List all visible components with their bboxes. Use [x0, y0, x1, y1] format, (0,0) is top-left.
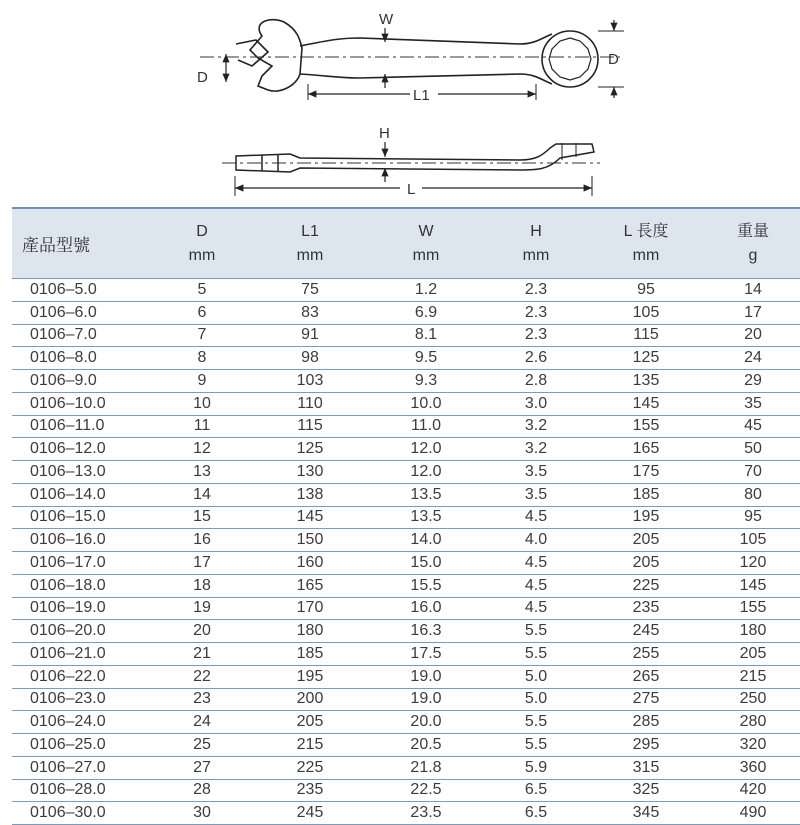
- cell-length: 275: [586, 688, 706, 711]
- cell-length: 195: [586, 506, 706, 529]
- cell-d: 20: [150, 620, 254, 643]
- cell-d: 11: [150, 415, 254, 438]
- cell-w: 13.5: [366, 483, 486, 506]
- cell-l1: 103: [254, 370, 366, 393]
- cell-l1: 83: [254, 301, 366, 324]
- cell-weight: 320: [706, 734, 800, 757]
- cell-d: 24: [150, 711, 254, 734]
- cell-w: 9.3: [366, 370, 486, 393]
- cell-h: 3.5: [486, 461, 586, 484]
- cell-d: 23: [150, 688, 254, 711]
- cell-h: 5.5: [486, 620, 586, 643]
- cell-h: 4.5: [486, 506, 586, 529]
- cell-h: 5.5: [486, 711, 586, 734]
- cell-model: 0106–5.0: [12, 279, 150, 302]
- cell-model: 0106–13.0: [12, 461, 150, 484]
- cell-d: 25: [150, 734, 254, 757]
- cell-l1: 115: [254, 415, 366, 438]
- cell-l1: 170: [254, 597, 366, 620]
- table-row: [12, 620, 800, 643]
- cell-length: 145: [586, 392, 706, 415]
- cell-w: 10.0: [366, 392, 486, 415]
- cell-w: 21.8: [366, 756, 486, 779]
- label-l: L: [407, 181, 416, 198]
- table-row: [12, 643, 800, 666]
- cell-model: 0106–27.0: [12, 756, 150, 779]
- cell-weight: 145: [706, 574, 800, 597]
- cell-w: 19.0: [366, 688, 486, 711]
- table-row: [12, 779, 800, 802]
- cell-d: 7: [150, 324, 254, 347]
- table-row: [12, 688, 800, 711]
- label-w: W: [379, 11, 394, 28]
- cell-model: 0106–16.0: [12, 529, 150, 552]
- cell-l1: 225: [254, 756, 366, 779]
- cell-h: 2.8: [486, 370, 586, 393]
- cell-model: 0106–30.0: [12, 802, 150, 825]
- table-header-row: [12, 208, 800, 279]
- cell-l1: 160: [254, 552, 366, 575]
- cell-model: 0106–12.0: [12, 438, 150, 461]
- table-row: [12, 529, 800, 552]
- cell-w: 16.3: [366, 620, 486, 643]
- cell-l1: 98: [254, 347, 366, 370]
- wrench-diagram: [0, 0, 800, 206]
- cell-w: 15.5: [366, 574, 486, 597]
- cell-model: 0106–22.0: [12, 665, 150, 688]
- header-l1: L1 mm: [254, 208, 366, 279]
- cell-length: 295: [586, 734, 706, 757]
- cell-length: 135: [586, 370, 706, 393]
- cell-l1: 185: [254, 643, 366, 666]
- cell-l1: 195: [254, 665, 366, 688]
- cell-model: 0106–17.0: [12, 552, 150, 575]
- cell-model: 0106–24.0: [12, 711, 150, 734]
- table-row: [12, 279, 800, 302]
- cell-l1: 165: [254, 574, 366, 597]
- cell-model: 0106–25.0: [12, 734, 150, 757]
- cell-weight: 24: [706, 347, 800, 370]
- cell-weight: 17: [706, 301, 800, 324]
- table-row: [12, 802, 800, 825]
- cell-l1: 215: [254, 734, 366, 757]
- table-row: [12, 574, 800, 597]
- cell-h: 2.6: [486, 347, 586, 370]
- cell-length: 105: [586, 301, 706, 324]
- cell-h: 6.5: [486, 779, 586, 802]
- cell-weight: 490: [706, 802, 800, 825]
- cell-length: 125: [586, 347, 706, 370]
- cell-weight: 20: [706, 324, 800, 347]
- cell-weight: 420: [706, 779, 800, 802]
- cell-model: 0106–7.0: [12, 324, 150, 347]
- cell-weight: 45: [706, 415, 800, 438]
- cell-model: 0106–28.0: [12, 779, 150, 802]
- cell-weight: 250: [706, 688, 800, 711]
- table-row: [12, 483, 800, 506]
- cell-h: 3.2: [486, 415, 586, 438]
- table-row: [12, 415, 800, 438]
- cell-l1: 235: [254, 779, 366, 802]
- cell-l1: 245: [254, 802, 366, 825]
- table-row: [12, 711, 800, 734]
- cell-model: 0106–18.0: [12, 574, 150, 597]
- cell-weight: 280: [706, 711, 800, 734]
- label-d-jaw: D: [197, 69, 208, 86]
- cell-length: 155: [586, 415, 706, 438]
- cell-weight: 120: [706, 552, 800, 575]
- cell-model: 0106–21.0: [12, 643, 150, 666]
- cell-d: 19: [150, 597, 254, 620]
- label-h: H: [379, 125, 390, 142]
- cell-h: 4.5: [486, 597, 586, 620]
- cell-l1: 150: [254, 529, 366, 552]
- cell-h: 3.2: [486, 438, 586, 461]
- cell-w: 12.0: [366, 461, 486, 484]
- cell-l1: 75: [254, 279, 366, 302]
- cell-h: 3.0: [486, 392, 586, 415]
- cell-w: 23.5: [366, 802, 486, 825]
- cell-model: 0106–11.0: [12, 415, 150, 438]
- header-h: H mm: [486, 208, 586, 279]
- cell-l1: 205: [254, 711, 366, 734]
- cell-d: 8: [150, 347, 254, 370]
- cell-h: 2.3: [486, 301, 586, 324]
- table-body: [12, 279, 800, 825]
- header-weight: 重量 g: [706, 208, 800, 279]
- cell-length: 165: [586, 438, 706, 461]
- table-row: [12, 347, 800, 370]
- cell-l1: 200: [254, 688, 366, 711]
- cell-weight: 80: [706, 483, 800, 506]
- cell-model: 0106–19.0: [12, 597, 150, 620]
- cell-length: 255: [586, 643, 706, 666]
- cell-w: 12.0: [366, 438, 486, 461]
- cell-d: 12: [150, 438, 254, 461]
- cell-length: 175: [586, 461, 706, 484]
- cell-model: 0106–9.0: [12, 370, 150, 393]
- wrench-top-view: [236, 20, 598, 91]
- cell-h: 5.9: [486, 756, 586, 779]
- wrench-drawing: [0, 0, 800, 206]
- cell-length: 185: [586, 483, 706, 506]
- cell-h: 3.5: [486, 483, 586, 506]
- table-row: [12, 734, 800, 757]
- cell-weight: 95: [706, 506, 800, 529]
- cell-w: 14.0: [366, 529, 486, 552]
- cell-length: 265: [586, 665, 706, 688]
- header-length: L 長度 mm: [586, 208, 706, 279]
- cell-d: 28: [150, 779, 254, 802]
- cell-length: 285: [586, 711, 706, 734]
- cell-length: 225: [586, 574, 706, 597]
- cell-d: 10: [150, 392, 254, 415]
- cell-weight: 205: [706, 643, 800, 666]
- cell-length: 325: [586, 779, 706, 802]
- table-row: [12, 324, 800, 347]
- cell-w: 8.1: [366, 324, 486, 347]
- cell-d: 30: [150, 802, 254, 825]
- cell-l1: 130: [254, 461, 366, 484]
- cell-model: 0106–20.0: [12, 620, 150, 643]
- cell-model: 0106–14.0: [12, 483, 150, 506]
- cell-weight: 14: [706, 279, 800, 302]
- cell-d: 18: [150, 574, 254, 597]
- cell-w: 13.5: [366, 506, 486, 529]
- table-row: [12, 552, 800, 575]
- cell-h: 5.0: [486, 665, 586, 688]
- table-row: [12, 461, 800, 484]
- table-row: [12, 438, 800, 461]
- cell-h: 2.3: [486, 279, 586, 302]
- cell-h: 5.5: [486, 643, 586, 666]
- cell-d: 5: [150, 279, 254, 302]
- cell-l1: 125: [254, 438, 366, 461]
- cell-l1: 180: [254, 620, 366, 643]
- header-d: D mm: [150, 208, 254, 279]
- cell-w: 20.0: [366, 711, 486, 734]
- cell-w: 15.0: [366, 552, 486, 575]
- table-row: [12, 665, 800, 688]
- cell-w: 17.5: [366, 643, 486, 666]
- cell-h: 4.5: [486, 574, 586, 597]
- cell-weight: 215: [706, 665, 800, 688]
- wrench-side-view: [236, 143, 594, 172]
- header-model: 產品型號: [12, 208, 150, 279]
- cell-d: 16: [150, 529, 254, 552]
- cell-length: 115: [586, 324, 706, 347]
- cell-length: 345: [586, 802, 706, 825]
- cell-w: 9.5: [366, 347, 486, 370]
- cell-h: 5.5: [486, 734, 586, 757]
- cell-weight: 70: [706, 461, 800, 484]
- table-row: [12, 756, 800, 779]
- cell-length: 205: [586, 552, 706, 575]
- cell-weight: 29: [706, 370, 800, 393]
- cell-w: 19.0: [366, 665, 486, 688]
- label-d-ring: D: [608, 51, 619, 68]
- label-l1: L1: [413, 87, 430, 104]
- cell-weight: 180: [706, 620, 800, 643]
- cell-length: 235: [586, 597, 706, 620]
- cell-w: 22.5: [366, 779, 486, 802]
- cell-h: 4.0: [486, 529, 586, 552]
- table-row: [12, 506, 800, 529]
- table-row: [12, 370, 800, 393]
- cell-w: 16.0: [366, 597, 486, 620]
- cell-l1: 138: [254, 483, 366, 506]
- table-row: [12, 392, 800, 415]
- cell-d: 14: [150, 483, 254, 506]
- cell-w: 6.9: [366, 301, 486, 324]
- cell-weight: 155: [706, 597, 800, 620]
- cell-model: 0106–15.0: [12, 506, 150, 529]
- cell-weight: 360: [706, 756, 800, 779]
- cell-l1: 91: [254, 324, 366, 347]
- cell-d: 6: [150, 301, 254, 324]
- cell-d: 15: [150, 506, 254, 529]
- cell-d: 22: [150, 665, 254, 688]
- spec-table: [12, 207, 800, 825]
- cell-model: 0106–6.0: [12, 301, 150, 324]
- cell-h: 4.5: [486, 552, 586, 575]
- cell-h: 2.3: [486, 324, 586, 347]
- cell-length: 205: [586, 529, 706, 552]
- cell-length: 95: [586, 279, 706, 302]
- cell-w: 11.0: [366, 415, 486, 438]
- header-w: W mm: [366, 208, 486, 279]
- cell-length: 245: [586, 620, 706, 643]
- cell-l1: 145: [254, 506, 366, 529]
- cell-d: 27: [150, 756, 254, 779]
- cell-weight: 105: [706, 529, 800, 552]
- cell-w: 20.5: [366, 734, 486, 757]
- cell-h: 5.0: [486, 688, 586, 711]
- cell-d: 9: [150, 370, 254, 393]
- cell-model: 0106–23.0: [12, 688, 150, 711]
- table-row: [12, 301, 800, 324]
- cell-h: 6.5: [486, 802, 586, 825]
- cell-length: 315: [586, 756, 706, 779]
- cell-d: 13: [150, 461, 254, 484]
- cell-d: 17: [150, 552, 254, 575]
- cell-weight: 50: [706, 438, 800, 461]
- cell-l1: 110: [254, 392, 366, 415]
- cell-model: 0106–10.0: [12, 392, 150, 415]
- cell-d: 21: [150, 643, 254, 666]
- cell-model: 0106–8.0: [12, 347, 150, 370]
- cell-w: 1.2: [366, 279, 486, 302]
- cell-weight: 35: [706, 392, 800, 415]
- table-row: [12, 597, 800, 620]
